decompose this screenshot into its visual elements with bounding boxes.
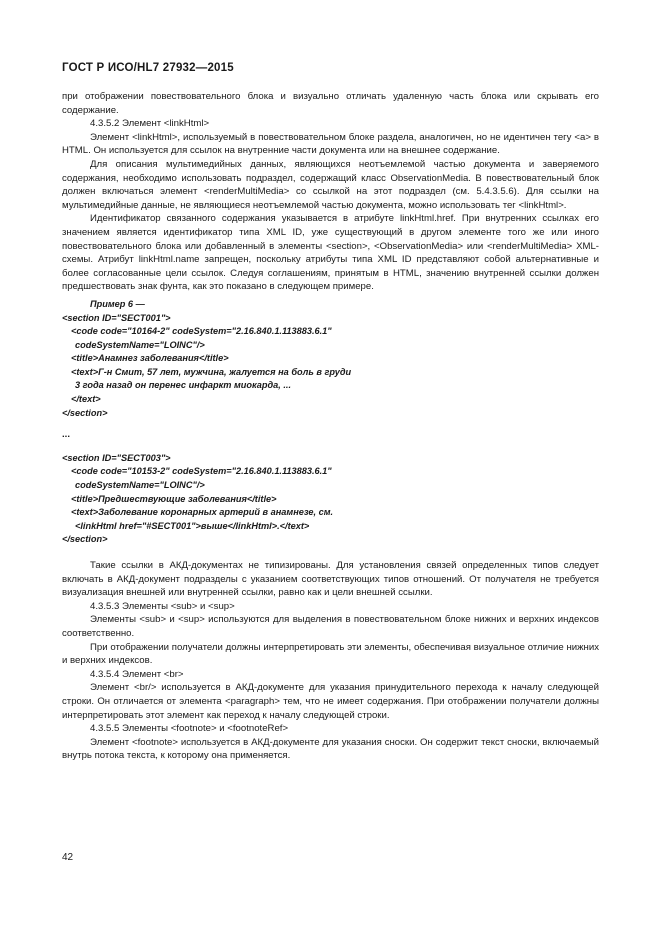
code-line: </text> — [71, 394, 101, 405]
code-line: <text>Заболевание коронарных артерий в анамнезе, см. — [71, 507, 334, 518]
paragraph: Такие ссылки в АКД-документах не типизированы. Для установления связей определенных типов следует включать в АКД-документ подразделы с указанием соответствующих типов отношений. От получателя не требуется визуализация внешней или внутренней ссылки, равно как и цели внешней ссылки. — [62, 560, 599, 599]
code-line: codeSystemName="LOINC"/> — [75, 480, 205, 491]
document-body — [62, 90, 599, 763]
code-line: <title>Анамнез заболевания</title> — [71, 353, 229, 364]
paragraph: Элементы <sub> и <sup> используются для выделения в повествовательном блоке нижних и верхних индексов соответственно. — [62, 614, 599, 639]
paragraph: Элемент <br/> используется в АКД-документе для указания принудительного перехода к началу следующей строки. Он отличается от элемента <paragraph> тем, что не имеет содержания. При отображении получатели должны интерпретировать этот элемент как переход к началу следующей строки. — [62, 682, 599, 721]
code-line: </section> — [62, 407, 108, 418]
paragraphs-top — [62, 90, 599, 294]
ellipsis: ... — [62, 429, 70, 441]
code-line: <title>Предшествующие заболевания</title> — [71, 493, 277, 504]
code-line: <code code="10164-2" codeSystem="2.16.840.1.113883.6.1" — [71, 326, 332, 337]
code-line: <code code="10153-2" codeSystem="2.16.840.1.113883.6.1" — [71, 466, 332, 477]
code-line: <section ID="SECT001"> — [62, 312, 171, 323]
paragraph: Элемент <footnote> используется в АКД-документе для указания сноски. Он содержит текст сноски, включаемый внутрь потока текста, к которому она применяется. — [62, 736, 599, 762]
paragraph: 4.3.5.3 Элементы <sub> и <sup> — [90, 600, 235, 612]
paragraph: 4.3.5.5 Элементы <footnote> и <footnoteRef> — [90, 723, 289, 735]
code-example-2 — [62, 452, 599, 547]
example-title: Пример 6 — — [90, 298, 145, 309]
code-line: codeSystemName="LOINC"/> — [75, 339, 205, 350]
paragraph: Идентификатор связанного содержания указывается в атрибуте linkHtml.href. При внутренних ссылках его значением является идентификатор типа XML ID, уже существующий в другом элементе того же или иного повествовательного блока или добавленный в элементы <section>, <ObservationMedia> или <renderMultiMedia> XML-схемы. Атрибут linkHtml.name запрещен, поскольку атрибуты типа XML ID представляют собой альтернативные и более согласованные цели ссылок. Следуя соглашениям, принятым в HTML, значению внутренней ссылки должен предшествовать знак фунта, как это показано в следующем примере. — [62, 213, 599, 293]
code-line: <linkHtml href="#SECT001">выше</linkHtml>.</text> — [75, 520, 310, 531]
paragraph: При отображении получатели должны интерпретировать эти элементы, обеспечивая визуальное отличие нижних и верхних индексов. — [62, 641, 599, 667]
page-number: 42 — [62, 852, 74, 863]
paragraph: при отображении повествовательного блока и визуально отличать удаленную часть блока или скрывать его содержание. — [62, 91, 599, 116]
paragraph: Для описания мультимедийных данных, являющихся неотъемлемой частью документа и заверяемого содержания, необходимо использовать подраздел, содержащий класс ObservationMedia. В повествовательный блок должен включаться элемент <renderMultiMedia> со ссылкой на этот подраздел (см. 5.4.3.5.6). Для ссылки на мультимедийные данные, не являющиеся неотъемлемой частью документа, можно использовать тег <linkHtml>. — [62, 158, 599, 211]
paragraph: Элемент <linkHtml>, используемый в повествовательном блоке раздела, аналогичен, но не идентичен тегу <a> в HTML. Он используется для ссылок на внутренние части документа или на внешнее содержание. — [62, 131, 599, 157]
paragraph: 4.3.5.2 Элемент <linkHtml> — [90, 118, 210, 130]
code-line: <section ID="SECT003"> — [62, 452, 171, 463]
code-line: </section> — [62, 534, 108, 545]
page-header: ГОСТ Р ИСО/HL7 27932—2015 — [62, 62, 234, 74]
paragraphs-bottom — [62, 559, 599, 763]
code-line: 3 года назад он перенес инфаркт миокарда, ... — [75, 380, 292, 391]
code-line: <text>Г-н Смит, 57 лет, мужчина, жалуется на боль в груди — [71, 366, 352, 377]
paragraph: 4.3.5.4 Элемент <br> — [90, 668, 184, 680]
code-example-1 — [62, 312, 599, 421]
